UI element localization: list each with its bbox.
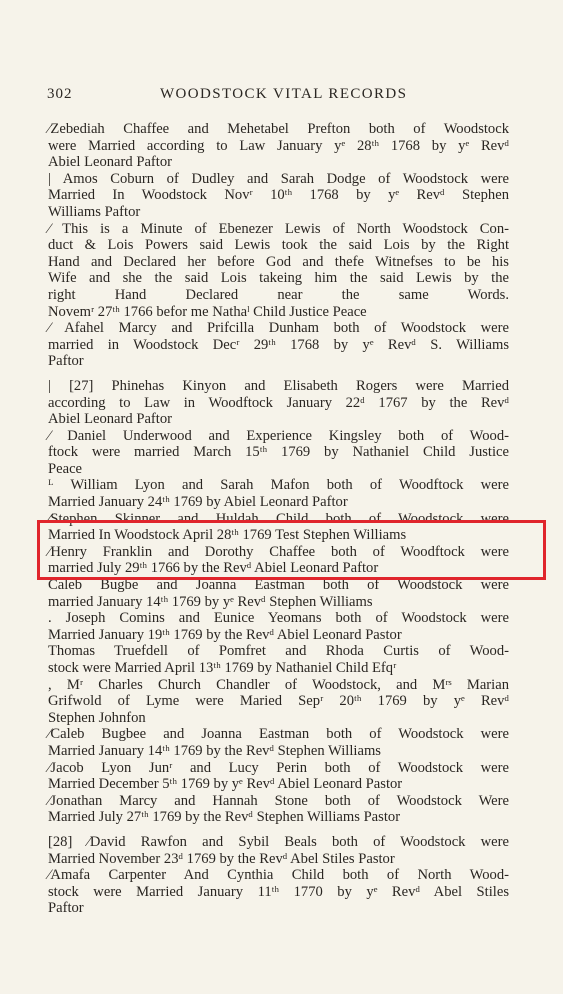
record-line: Married November 23ᵈ 1769 by the Revᵈ Abel Stiles Pastor — [48, 850, 395, 867]
record-entry — [48, 320, 509, 370]
record-line: Williams Paftor — [48, 203, 141, 220]
record-entry — [48, 221, 509, 321]
record-entry — [48, 760, 509, 793]
record-line: stock were Married January 11ᵗʰ 1770 by yᵉ Revᵈ Abel Stiles — [48, 883, 509, 900]
record-line: Married January 24ᵗʰ 1769 by Abiel Leonard Paftor — [48, 494, 348, 511]
record-line: Paftor — [48, 353, 84, 370]
record-entry — [48, 121, 509, 171]
record-line: ⁄ Afahel Marcy and Prifcilla Dunham both of Woodstock were — [48, 320, 509, 337]
record-line: married in Woodstock Decʳ 29ᵗʰ 1768 by yᵉ Revᵈ S. Williams — [48, 336, 509, 353]
record-line: ⁄ Daniel Underwood and Experience Kingsley both of Wood- — [48, 427, 509, 444]
record-entry — [48, 793, 509, 826]
record-line: Married January 19ᵗʰ 1769 by the Revᵈ Abiel Leonard Pastor — [48, 626, 402, 643]
record-line: ⁄Caleb Bugbee and Joanna Eastman both of Woodstock were — [48, 726, 509, 743]
record-line: Married July 27ᵗʰ 1769 by the Revᵈ Stephen Williams Pastor — [48, 809, 401, 826]
running-title: WOODSTOCK VITAL RECORDS — [160, 86, 408, 102]
record-entry — [48, 577, 509, 610]
record-line: married July 29ᵗʰ 1766 by the Revᵈ Abiel Leonard Paftor — [48, 560, 379, 577]
highlight-box — [37, 520, 546, 580]
record-line: stock were Married April 13ᵗʰ 1769 by Nathaniel Child Efqʳ — [48, 660, 397, 676]
page-header — [47, 86, 509, 108]
record-line: Married In Woodstock Novʳ 10ᵗʰ 1768 by yᵉ Revᵈ Stephen — [48, 187, 509, 204]
record-line: ⁄Stephen Skinner and Huldah Child both of Woodstock were — [48, 510, 509, 527]
record-line: Stephen Johnfon — [48, 709, 146, 726]
record-line: ⁄Amafa Carpenter And Cynthia Child both of North Wood- — [48, 867, 509, 884]
record-line: . Joseph Comins and Eunice Yeomans both of Woodstock were — [48, 610, 509, 627]
record-line: | Amos Coburn of Dudley and Sarah Dodge of Woodstock were — [48, 170, 509, 187]
record-line: ⁄Zebediah Chaffee and Mehetabel Prefton both of Woodstock — [48, 121, 509, 137]
record-entry — [48, 677, 509, 727]
records-text — [48, 121, 509, 917]
record-line: were Married according to Law January yᵉ 28ᵗʰ 1768 by yᵉ Revᵈ — [48, 137, 509, 154]
record-entry — [48, 428, 509, 478]
record-line: , Mʳ Charles Church Chandler of Woodstock, and Mʳˢ Marian — [48, 676, 509, 693]
record-line: Married In Woodstock April 28ᵗʰ 1769 Test Stephen Williams — [48, 527, 407, 544]
record-line: Abiel Leonard Paftor — [48, 411, 173, 428]
record-line: Peace — [48, 460, 83, 477]
record-line: Hand and Declared her before God and thefe Witnefses to be his — [48, 253, 509, 270]
record-line: Paftor — [48, 900, 84, 917]
record-entry — [48, 171, 509, 221]
record-line: right Hand Declared near the same Words. — [48, 286, 509, 303]
record-line: married January 14ᵗʰ 1769 by yᵉ Revᵈ Stephen Williams — [48, 593, 373, 610]
record-line: ftock were married March 15ᵗʰ 1769 by Nathaniel Child Justice — [48, 444, 509, 461]
page-number: 302 — [47, 86, 73, 102]
record-line: | [27] Phinehas Kinyon and Elisabeth Rogers were Married — [48, 377, 509, 394]
record-line: according to Law in Woodftock January 22ᵈ 1767 by the Revᵈ — [48, 394, 509, 411]
record-line: Novemʳ 27ᵗʰ 1766 befor me Nathaˡ Child Justice Peace — [48, 303, 367, 320]
record-line: ⁄Jonathan Marcy and Hannah Stone both of Woodstock Were — [48, 792, 509, 809]
record-line: duct & Lois Powers said Lewis took the said Lois by the Right — [48, 237, 509, 254]
record-line: Grifwold of Lyme were Maried Sepʳ 20ᵗʰ 1769 by yᵉ Revᵈ — [48, 693, 509, 710]
record-entry — [48, 378, 509, 428]
record-line: Thomas Truefdell of Pomfret and Rhoda Curtis of Wood- — [48, 643, 509, 660]
record-line: ⁄ This is a Minute of Ebenezer Lewis of North Woodstock Con- — [48, 220, 509, 237]
record-line: ᴸ William Lyon and Sarah Mafon both of Woodftock were — [48, 477, 509, 494]
record-entry — [48, 643, 509, 676]
record-line: Married December 5ᵗʰ 1769 by yᵉ Revᵈ Abiel Leonard Pastor — [48, 776, 403, 793]
record-line: Wife and she the said Lois takeing him the said Lewis by the — [48, 270, 509, 287]
record-entry — [48, 834, 509, 867]
record-entry — [48, 867, 509, 917]
record-line: Married January 14ᵗʰ 1769 by the Revᵈ Stephen Williams — [48, 742, 381, 759]
record-line: Abiel Leonard Paftor — [48, 154, 173, 171]
record-entry — [48, 726, 509, 759]
record-entry — [48, 477, 509, 510]
record-line: ⁄Jacob Lyon Junʳ and Lucy Perin both of Woodstock were — [48, 759, 509, 776]
record-line: [28] ⁄David Rawfon and Sybil Beals both of Woodstock were — [48, 833, 509, 850]
record-line: ⁄Henry Franklin and Dorothy Chaffee both of Woodftock were — [48, 543, 509, 560]
record-entry — [48, 610, 509, 643]
record-line: Caleb Bugbe and Joanna Eastman both of Woodstock were — [48, 577, 509, 594]
